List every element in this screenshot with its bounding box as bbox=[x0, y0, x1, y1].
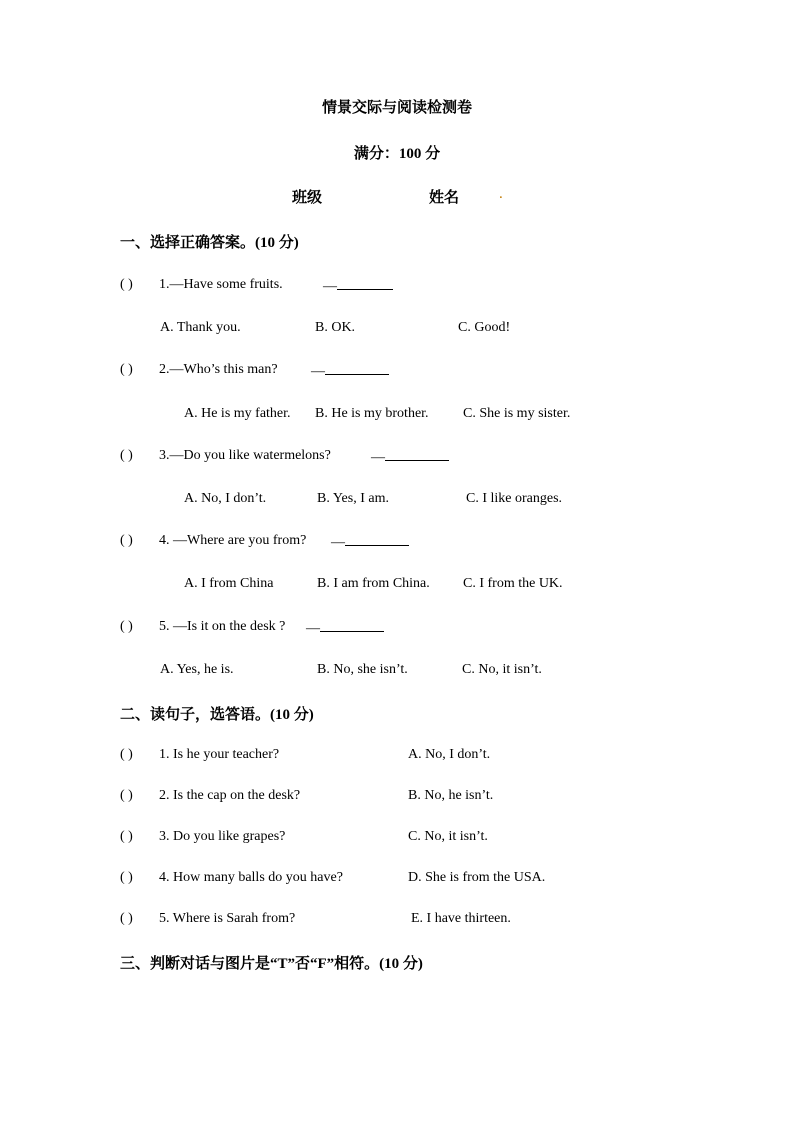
section-3-heading: 三、判断对话与图片是“T”否“F”相符。(10 分) bbox=[120, 956, 423, 972]
option-c: C. I like oranges. bbox=[466, 491, 563, 506]
response-dash: — bbox=[306, 619, 384, 637]
option-c: C. I from the UK. bbox=[463, 576, 563, 591]
option-a: A. Yes, he is. bbox=[160, 662, 234, 677]
section-1-heading: 一、选择正确答案。(10 分) bbox=[120, 235, 299, 251]
answer-paren: ( ) bbox=[120, 747, 133, 762]
option-b: B. I am from China. bbox=[317, 576, 430, 591]
answer-paren: ( ) bbox=[120, 533, 133, 548]
answer-blank[interactable] bbox=[337, 277, 393, 290]
section-2-heading: 二、读句子，选答语。(10 分) bbox=[120, 707, 314, 723]
answer-paren: ( ) bbox=[120, 362, 133, 377]
option-c: C. She is my sister. bbox=[463, 406, 571, 421]
answer-blank[interactable] bbox=[345, 533, 409, 546]
answer-blank[interactable] bbox=[385, 448, 449, 461]
answer-paren: ( ) bbox=[120, 619, 133, 634]
match-question: 2. Is the cap on the desk? bbox=[159, 788, 301, 803]
question-text: 2.—Who’s this man? bbox=[159, 362, 278, 377]
match-question: 3. Do you like grapes? bbox=[159, 829, 286, 844]
answer-blank[interactable] bbox=[320, 619, 384, 632]
question-text: 3.—Do you like watermelons? bbox=[159, 448, 331, 463]
option-c: C. No, it isn’t. bbox=[462, 662, 542, 677]
match-answer: D. She is from the USA. bbox=[408, 870, 546, 885]
match-answer: B. No, he isn’t. bbox=[408, 788, 494, 803]
option-b: B. No, she isn’t. bbox=[317, 662, 408, 677]
match-question: 4. How many balls do you have? bbox=[159, 870, 343, 885]
answer-blank[interactable] bbox=[325, 362, 389, 375]
match-answer: E. I have thirteen. bbox=[411, 911, 511, 926]
question-text: 1.—Have some fruits. bbox=[159, 277, 283, 292]
option-a: A. I from China bbox=[184, 576, 274, 591]
match-question: 5. Where is Sarah from? bbox=[159, 911, 296, 926]
option-a: A. Thank you. bbox=[160, 320, 241, 335]
response-dash: — bbox=[323, 277, 393, 295]
answer-paren: ( ) bbox=[120, 448, 133, 463]
answer-paren: ( ) bbox=[120, 788, 133, 803]
option-b: B. OK. bbox=[315, 320, 356, 335]
answer-paren: ( ) bbox=[120, 870, 133, 885]
response-dash: — bbox=[371, 448, 449, 466]
option-b: B. Yes, I am. bbox=[317, 491, 389, 506]
answer-paren: ( ) bbox=[120, 829, 133, 844]
response-dash: — bbox=[311, 362, 389, 380]
match-answer: C. No, it isn’t. bbox=[408, 829, 488, 844]
name-label: 姓名 bbox=[429, 190, 460, 206]
full-score: 满分：100 分 bbox=[353, 146, 441, 162]
class-label: 班级 bbox=[292, 190, 323, 206]
stray-dot: . bbox=[499, 186, 503, 202]
option-a: A. He is my father. bbox=[184, 406, 291, 421]
match-question: 1. Is he your teacher? bbox=[159, 747, 280, 762]
exam-title: 情景交际与阅读检测卷 bbox=[321, 100, 473, 116]
option-b: B. He is my brother. bbox=[315, 406, 429, 421]
option-a: A. No, I don’t. bbox=[184, 491, 267, 506]
answer-paren: ( ) bbox=[120, 911, 133, 926]
question-text: 4. —Where are you from? bbox=[159, 533, 307, 548]
question-text: 5. —Is it on the desk ? bbox=[159, 619, 286, 634]
response-dash: — bbox=[331, 533, 409, 551]
option-c: C. Good! bbox=[458, 320, 511, 335]
match-answer: A. No, I don’t. bbox=[408, 747, 491, 762]
answer-paren: ( ) bbox=[120, 277, 133, 292]
